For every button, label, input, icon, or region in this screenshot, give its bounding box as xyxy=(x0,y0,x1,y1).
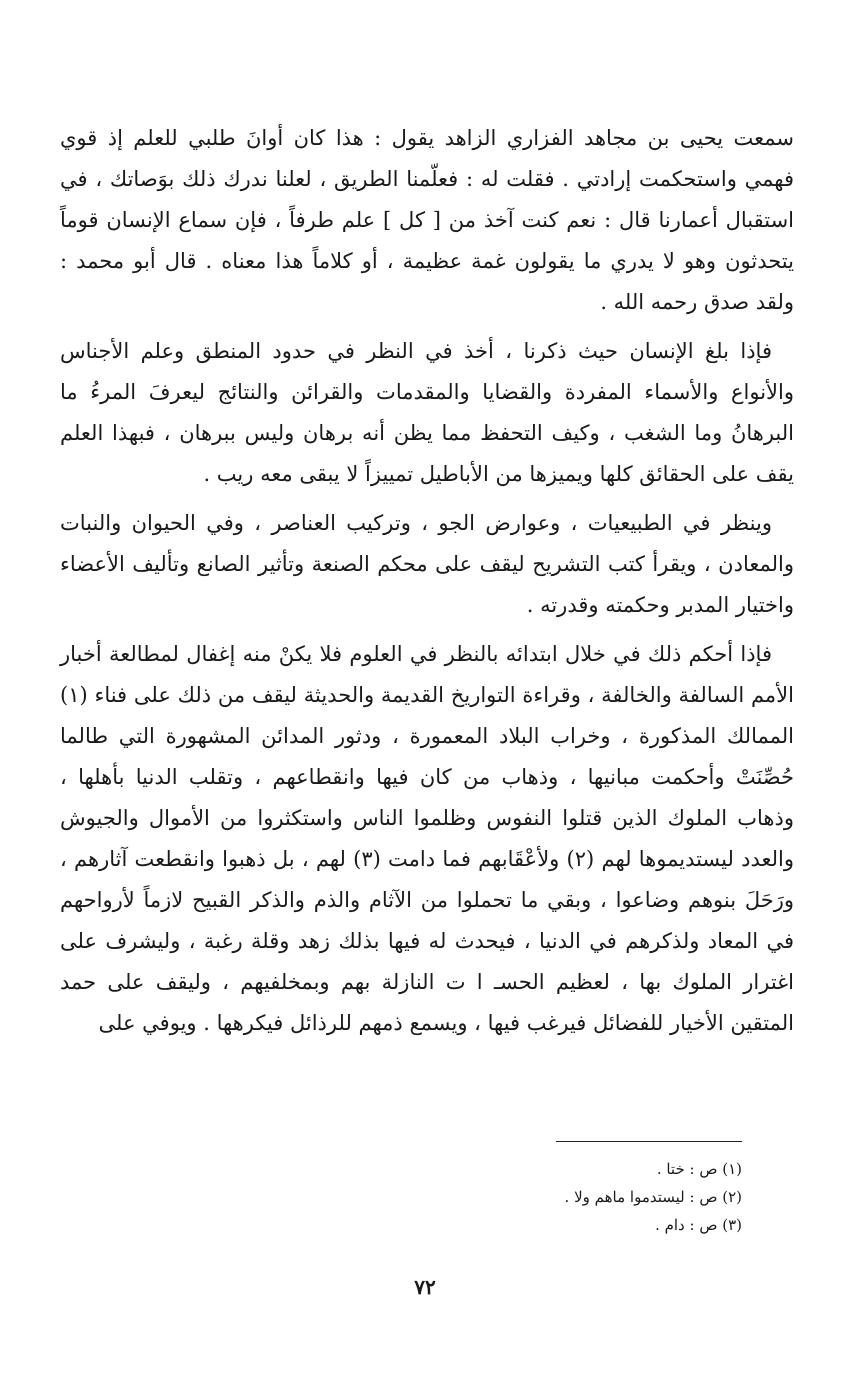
footnote-1: (١) ص : ختا . xyxy=(656,1160,742,1178)
footnote-2: (٢) ص : ليستدموا ماهم ولا . xyxy=(564,1188,742,1206)
main-text xyxy=(60,118,794,1044)
paragraph-3: وينظر في الطبيعيات ، وعوارض الجو ، وتركيب العناصر ، وفي الحيوان والنبات والمعادن ، ويقرأ كتب التشريح ليقف على محكم الصنعة وتأثير الصانع وتأليف الأعضاء واختيار المدبر وحكمته وقدرته . xyxy=(60,511,794,617)
footnote-divider xyxy=(556,1141,742,1142)
paragraph-2: فإذا بلغ الإنسان حيث ذكرنا ، أخذ في النظر في حدود المنطق وعلم الأجناس والأنواع والأسماء المفردة والقضايا والمقدمات والقرائن والنتائج ليعرفَ المرءُ ما البرهانُ وما الشغب ، وكيف التحفظ مما يظن أنه برهان وليس ببرهان ، فبهذا العلم يقف على الحقائق كلها ويميزها من الأباطيل تمييزاً لا يبقى معه ريب . xyxy=(60,339,794,486)
footnotes xyxy=(242,1155,742,1239)
paragraph-1: سمعت يحيى بن مجاهد الفزاري الزاهد يقول : هذا كان أوانَ طلبي للعلم إذ قوي فهمي واستحكمت إرادتي . فقلت له : فعلّمنا الطريق ، لعلنا ندرك ذلك بوَصاتك ، في استقبال أعمارنا قال : نعم كنت آخذ من [ كل ] علم طرفاً ، فإن سماع الإنسان قوماً يتحدثون وهو لا يدري ما يقولون غمة عظيمة ، أو كلاماً هذا معناه . قال أبو محمد : ولقد صدق رحمه الله . xyxy=(60,126,794,314)
page-number: ٧٢ xyxy=(414,1275,436,1299)
footnote-3: (٣) ص : دام . xyxy=(655,1216,742,1234)
paragraph-4: فإذا أحكم ذلك في خلال ابتدائه بالنظر في العلوم فلا يكنْ منه إغفال لمطالعة أخبار الأمم السالفة والخالفة ، وقراءة التواريخ القديمة والحديثة ليقف من ذلك على فناء (١) الممالك المذكورة ، وخراب البلاد المعمورة ، ودثور المدائن المشهورة التي طالما حُصِّنَتْ وأحكمت مبانيها ، وذهاب من كان فيها وانقطاعهم ، وتقلب الدنيا بأهلها ، وذهاب الملوك الذين قتلوا النفوس وظلموا الناس واستكثروا من الأموال والجيوش والعدد ليستديموها لهم (٢) ولأعْقَابهم فما دامت (٣) لهم ، بل ذهبوا وانقطعت آثارهم ، ورَحَلَ بنوهم وضاعوا ، وبقي ما تحملوا من الآثام والذم والذكر القبيح لازماً لأرواحهم في المعاد ولذكرهم في الدنيا ، فيحدث له فيها بذلك زهد وقلة رغبة ، وليشرف على اغترار الملوك بها ، لعظيم الحسـ ا ت النازلة بهم وبمخلفيهم ، وليقف على حمد المتقين الأخيار للفضائل فيرغب فيها ، ويسمع ذمهم للرذائل فيكرهها . ويوفي على xyxy=(60,642,795,1035)
